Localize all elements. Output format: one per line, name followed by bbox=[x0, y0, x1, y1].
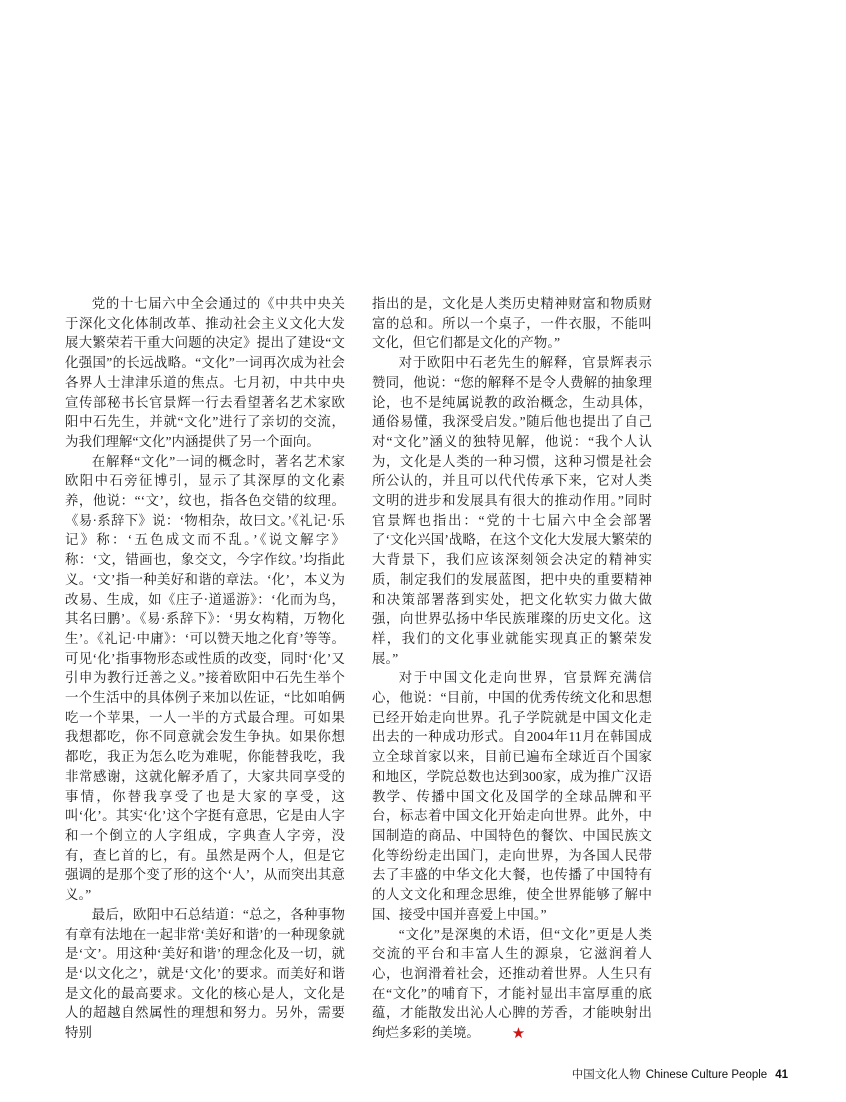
right-column bbox=[372, 294, 652, 1043]
paragraph-closing bbox=[372, 925, 652, 1043]
footer-page-number: 41 bbox=[775, 1069, 788, 1081]
article-body bbox=[65, 294, 652, 1043]
paragraph-culture-goes-global: 对于中国文化走向世界，官景辉充满信心，他说：“目前，中国的优秀传统文化和思想已经开始走向世界。孔子学院就是中国文化走出去的一种成功形式。自2004年11月在韩国成立全球首家以来，目前已遍布全球近百个国家和地区，学院总数也达到300家，成为推广汉语教学、传播中国文化及国学的全球品牌和平台，标志着中国文化开始走向世界。此外，中国制造的商品、中国特色的餐饮、中国民族文化等纷纷走出国门，走向世界，为各国人民带去了丰盛的中华文化大餐，也传播了中国特有的人文文化和理念思维，使全世界能够了解中国、接受中国并喜爱上中国。” bbox=[372, 670, 652, 922]
paragraph-conclusion-start: 最后，欧阳中石总结道：“总之，各种事物有章有法地在一起非常‘美好和谐’的一种现象就是‘文’。用这种‘美好和谐’的理念化及一切，就是‘以文化之’，就是‘文化’的要求。而美好和谐是文化的最高要求。文化的核心是人，文化是人的超越自然属性的理想和努力。另外，需要特别 bbox=[65, 906, 345, 1041]
paragraph-intro: 党的十七届六中全会通过的《中共中央关于深化文化体制改革、推动社会主义文化大发展大繁荣若干重大问题的决定》提出了建设“文化强国”的长远战略。“文化”一词再次成为社会各界人士津津乐道的焦点。七月初，中共中央宣传部秘书长官景辉一行去看望著名艺术家欧阳中石先生，并就“文化”进行了亲切的交流，为我们理解“文化”内涵提供了另一个面向。 bbox=[65, 296, 345, 449]
end-star-icon: ★ bbox=[511, 1024, 526, 1043]
closing-text: “文化”是深奥的术语，但“文化”更是人类交流的平台和丰富人生的源泉，它滋润着人心，也润滑着社会，还推动着世界。人生只有在“文化”的哺育下，才能衬显出丰富厚重的底蕴，才能散发出沁人心脾的芳香，才能映射出绚烂多彩的美境。 bbox=[372, 926, 652, 1041]
paragraph-conclusion-continued: 指出的是，文化是人类历史精神财富和物质财富的总和。所以一个桌子，一件衣服，不能叫文化，但它们都是文化的产物。” bbox=[372, 296, 652, 351]
page-footer bbox=[572, 1066, 788, 1082]
paragraph-guan-jinghui-response: 对于欧阳中石老先生的解释，官景辉表示赞同，他说：“您的解释不是令人费解的抽象理论，也不是纯属说教的政治概念，生动具体，通俗易懂，我深受启发。”随后他也提出了自己对“文化”涵义的独特见解，他说：“我个人认为，文化是人类的一种习惯，这种习惯是社会所公认的，并且可以代代传承下来，它对人类文明的进步和发展具有很大的推动作用。”同时官景辉也指出：“党的十七届六中全会部署了‘文化兴国’战略，在这个文化大发展大繁荣的大背景下，我们应该深刻领会决定的精神实质，制定我们的发展蓝图，把中央的重要精神和决策部署落到实处，把文化软实力做大做强，向世界弘扬中华民族璀璨的历史文化。这样，我们的文化事业就能实现真正的繁荣发展。” bbox=[372, 355, 652, 666]
left-column bbox=[65, 294, 345, 1043]
paragraph-explanation: 在解释“文化”一词的概念时，著名艺术家欧阳中石旁征博引，显示了其深厚的文化素养，他说：“‘文’，纹也，指各色交错的纹理。《易·系辞下》说：‘物相杂，故曰文。’《礼记·乐记》称：‘五色成文而不乱。’《说文解字》称：‘文，错画也，象交文，今字作纹。’均指此义。‘文’指一种美好和谐的章法。‘化’，本义为改易、生成，如《庄子·道遥游》：‘化而为鸟，其名曰鹏’。《易·系辞下》：‘男女构精，万物化生’。《礼记·中庸》：‘可以赞天地之化育’等等。可见‘化’指事物形态或性质的改变，同时‘化’又引申为教行迁善之义。”接着欧阳中石先生举个一个生活中的具体例子来加以佐证，“比如咱俩吃一个苹果，一人一半的方式最合理。可如果我想都吃，你不同意就会发生争执。如果你想都吃，我正为怎么吃为难呢，你能替我吃，我非常感谢，这就化解矛盾了，大家共同享受的事情，你替我享受了也是大家的享受，这叫‘化’。其实‘化’这个字挺有意思，它是由人字和一个倒立的人字组成，字典查人字旁，没有，查匕首的匕，有。虽然是两个人，但是它强调的是那个变了形的这个‘人’，从而突出其意义。” bbox=[65, 453, 345, 903]
footer-journal-name-cn: 中国文化人物 bbox=[571, 1069, 641, 1081]
footer-journal-name-en: Chinese Culture People bbox=[645, 1069, 768, 1081]
